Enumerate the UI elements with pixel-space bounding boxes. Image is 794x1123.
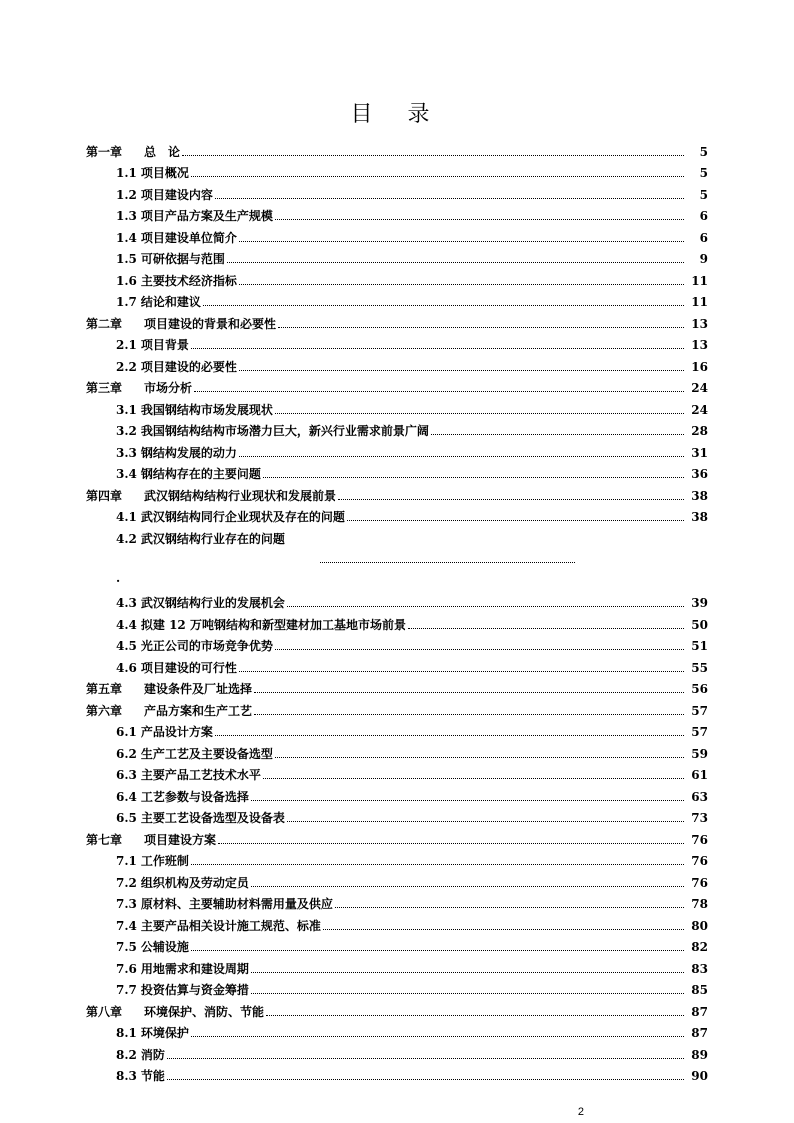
- dot-leader: [239, 456, 684, 457]
- toc-entry-label: 环境保护: [140, 1026, 189, 1040]
- dot-leader: [239, 284, 684, 285]
- toc-entry-page: 39: [691, 596, 708, 610]
- toc-entry-number: 第七章: [86, 832, 123, 847]
- toc-entry-label: 投资估算与资金筹措: [140, 983, 249, 997]
- dot-leader: .: [116, 570, 121, 585]
- toc-entry-label: 我国钢结构市场发展现状: [140, 402, 273, 417]
- toc-section-entry[interactable]: [86, 331, 708, 353]
- toc-entry-number: 7.2: [116, 875, 137, 890]
- toc-entry-label: 武汉钢结构行业的发展机会: [140, 596, 285, 610]
- toc-entry-label: 我国钢结构结构市场潜力巨大，新兴行业需求前景广阔: [140, 424, 429, 438]
- toc-section-entry[interactable]: [86, 782, 708, 804]
- toc-entry-label: 钢结构发展的动力: [140, 445, 237, 460]
- toc-entry-label: 原材料、主要辅助材料需用量及供应: [140, 897, 333, 911]
- toc-entry-number: 7.1: [116, 854, 137, 868]
- toc-entry-number: 4.5: [116, 639, 137, 653]
- dot-leader: [239, 370, 684, 371]
- dot-leader: [215, 198, 684, 199]
- toc-section-entry[interactable]: [86, 976, 708, 998]
- toc-entry-label: 项目建设的背景和必要性: [144, 316, 277, 331]
- toc-entry-label: 钢结构存在的主要问题: [140, 467, 261, 481]
- toc-entry-number: 6.4: [116, 789, 137, 804]
- toc-entry-label: 结论和建议: [140, 295, 201, 309]
- toc-section-entry[interactable]: [86, 352, 708, 374]
- toc-section-entry[interactable]: [86, 761, 708, 783]
- toc-entry-number: 1.4: [116, 230, 137, 245]
- toc-entry-label: 工作班制: [140, 854, 189, 868]
- toc-entry-number: 第六章: [86, 703, 123, 718]
- toc-entry-page: 57: [691, 725, 708, 739]
- toc-section-entry[interactable]: [86, 718, 708, 740]
- dot-leader: [239, 241, 684, 242]
- dot-leader: [191, 348, 684, 349]
- toc-entry-number: 2.2: [116, 359, 137, 374]
- toc-entry-page: 13: [691, 338, 708, 352]
- toc-section-entry[interactable]: [86, 954, 708, 976]
- toc-entry-label: 项目概况: [140, 166, 189, 180]
- dot-leader: [215, 735, 684, 736]
- dot-leader: [431, 434, 684, 435]
- toc-entry-page: 31: [691, 445, 708, 460]
- dot-leader: [251, 800, 684, 801]
- toc-section-entry[interactable]: [86, 1019, 708, 1041]
- dot-leader: [251, 993, 684, 994]
- toc-entry-label: 项目背景: [140, 338, 189, 352]
- dot-leader: [287, 821, 684, 822]
- toc-entry-page: 5: [699, 144, 708, 159]
- toc-entry-label: 武汉钢结构结构行业现状和发展前景: [144, 488, 337, 503]
- toc-section-entry[interactable]: [86, 245, 708, 267]
- toc-entry-label: 项目建设的可行性: [140, 660, 237, 675]
- toc-entry-label: 消防: [140, 1047, 165, 1062]
- toc-section-entry[interactable]: [86, 159, 708, 181]
- dot-leader: [251, 886, 684, 887]
- page-number: 2: [577, 1106, 584, 1118]
- toc-entry-page: 85: [691, 983, 708, 997]
- dot-leader: [335, 907, 684, 908]
- toc-entry-label: 环境保护、消防、节能: [144, 1004, 265, 1019]
- dot-leader: [287, 606, 684, 607]
- toc-chapter-entry[interactable]: [86, 997, 708, 1019]
- toc-entry-number: 3.3: [116, 445, 137, 460]
- toc-entry-label: 项目建设单位简介: [140, 230, 237, 245]
- toc-section-entry[interactable]: [86, 933, 708, 955]
- toc-section-entry[interactable]: [86, 1040, 708, 1062]
- toc-entry-number: 1.1: [116, 166, 137, 180]
- dot-leader: [275, 649, 684, 650]
- toc-entry-number: 4.4: [116, 617, 137, 632]
- toc-entry-page: 76: [691, 832, 708, 847]
- toc-entry-number: 第二章: [86, 316, 123, 331]
- toc-chapter-entry[interactable]: [86, 309, 708, 331]
- toc-entry-page: 11: [691, 295, 708, 309]
- toc-entry-number: 1.5: [116, 252, 137, 266]
- toc-entry-page: 9: [699, 252, 708, 266]
- toc-entry-label: 主要产品工艺技术水平: [140, 768, 261, 782]
- toc-section-entry[interactable]: [86, 890, 708, 912]
- dot-leader: [239, 671, 684, 672]
- toc-entry-number: 8.1: [116, 1026, 137, 1040]
- toc-entry-label: 项目建设方案: [144, 832, 217, 847]
- toc-entry-page: 11: [691, 273, 708, 288]
- dot-leader: [323, 929, 684, 930]
- toc-entry-number: 6.2: [116, 746, 137, 761]
- toc-chapter-entry[interactable]: [86, 137, 708, 159]
- toc-entry-number: 4.6: [116, 660, 137, 675]
- toc-entry-label: 项目建设的必要性: [140, 359, 237, 374]
- toc-entry-page: 73: [691, 811, 708, 825]
- dot-leader: [203, 305, 684, 306]
- dot-leader: [275, 219, 684, 220]
- toc-entry-number: 第八章: [86, 1004, 123, 1019]
- toc-entry-label: 工艺参数与设备选择: [140, 789, 249, 804]
- toc-section-entry[interactable]: [86, 223, 708, 245]
- toc-section-entry[interactable]: [86, 804, 708, 826]
- toc-entry-label: 主要产品相关设计施工规范、标准: [140, 918, 321, 933]
- toc-entry-page: 56: [691, 682, 708, 696]
- toc-section-entry[interactable]: [86, 632, 708, 654]
- toc-continuation-line: [86, 546, 708, 568]
- toc-section-entry[interactable]: [86, 202, 708, 224]
- toc-entry-label: 产品设计方案: [140, 725, 213, 739]
- toc-section-entry[interactable]: [86, 417, 708, 439]
- toc-entry-number: 3.1: [116, 402, 137, 417]
- toc-entry-label: 总 论: [144, 144, 181, 159]
- toc-section-entry[interactable]: [86, 395, 708, 417]
- dot-leader: [266, 1015, 684, 1016]
- toc-section-entry[interactable]: [86, 610, 708, 632]
- toc-entry-number: 6.5: [116, 811, 137, 825]
- dot-leader: [227, 262, 684, 263]
- dot-leader: [320, 561, 575, 563]
- toc-entry-page: 24: [691, 381, 708, 395]
- toc-title: 目 录: [350, 102, 444, 127]
- dot-leader: [191, 950, 684, 951]
- toc-entry-page: 59: [691, 746, 708, 761]
- dot-leader: [182, 155, 684, 156]
- toc-entry-page: 55: [691, 660, 708, 675]
- toc-entry-number: 4.1: [116, 510, 137, 524]
- toc-entry-page: 78: [691, 897, 708, 911]
- toc-entry-page: 87: [691, 1004, 708, 1019]
- toc-entry-page: 76: [691, 875, 708, 890]
- toc-continuation-line: [86, 567, 708, 589]
- toc-entry-page: 50: [691, 617, 708, 632]
- toc-entry-number: 1.7: [116, 295, 137, 309]
- dot-leader: [167, 1079, 684, 1080]
- toc-entry-label: 公辅设施: [140, 940, 189, 954]
- toc-entry-page: 63: [691, 789, 708, 804]
- toc-chapter-entry[interactable]: [86, 481, 708, 503]
- toc-entry-label: 项目建设内容: [140, 187, 213, 202]
- toc-entry-page: 16: [691, 359, 708, 374]
- toc-entry-label: 生产工艺及主要设备选型: [140, 746, 273, 761]
- toc-entry-page: 83: [691, 961, 708, 976]
- toc-entry-number: 1.3: [116, 209, 137, 223]
- toc-entry-number: 3.4: [116, 467, 137, 481]
- dot-leader: [408, 628, 684, 629]
- toc-entry-number: 4.2: [116, 531, 137, 546]
- toc-entry-page: 6: [699, 230, 708, 245]
- dot-leader: [191, 1036, 684, 1037]
- toc-section-entry[interactable]: [86, 524, 708, 546]
- toc-entry-number: 7.3: [116, 897, 137, 911]
- toc-entry-page: 38: [691, 510, 708, 524]
- toc-entry-page: 6: [699, 209, 708, 223]
- toc-section-entry[interactable]: [86, 911, 708, 933]
- toc-entry-page: 82: [691, 940, 708, 954]
- toc-entry-page: 76: [691, 854, 708, 868]
- toc-section-entry[interactable]: [86, 438, 708, 460]
- toc-entry-number: 6.1: [116, 725, 137, 739]
- dot-leader: [338, 499, 684, 500]
- toc-section-entry[interactable]: [86, 847, 708, 869]
- toc-entry-number: 6.3: [116, 768, 137, 782]
- toc-entry-page: 61: [691, 768, 708, 782]
- toc-entry-page: 36: [691, 467, 708, 481]
- dot-leader: [167, 1058, 684, 1059]
- dot-leader: [191, 176, 684, 177]
- toc-entry-number: 3.2: [116, 424, 137, 438]
- toc-entry-label: 可研依据与范围: [140, 252, 225, 266]
- dot-leader: [275, 413, 684, 414]
- dot-leader: [218, 843, 684, 844]
- toc-entry-page: 24: [691, 402, 708, 417]
- toc-entry-page: 28: [691, 424, 708, 438]
- toc-section-entry[interactable]: [86, 266, 708, 288]
- toc-entry-page: 90: [691, 1069, 708, 1083]
- toc-chapter-entry[interactable]: [86, 675, 708, 697]
- dot-leader: [254, 692, 684, 693]
- dot-leader: [263, 477, 684, 478]
- dot-leader: [251, 972, 684, 973]
- toc-entry-label: 组织机构及劳动定员: [140, 875, 249, 890]
- toc-section-entry[interactable]: [86, 868, 708, 890]
- toc-entry-number: 8.2: [116, 1047, 137, 1062]
- toc-entry-label: 项目产品方案及生产规模: [140, 209, 273, 223]
- dot-leader: [191, 864, 684, 865]
- toc-entry-number: 7.7: [116, 983, 137, 997]
- toc-chapter-entry[interactable]: [86, 825, 708, 847]
- dot-leader: [263, 778, 684, 779]
- toc-section-entry[interactable]: [86, 1062, 708, 1084]
- toc-entry-number: 1.6: [116, 273, 137, 288]
- toc-entry-label: 产品方案和生产工艺: [144, 703, 253, 718]
- dot-leader: [275, 757, 684, 758]
- toc-entry-number: 第三章: [86, 381, 123, 395]
- dot-leader: [194, 391, 684, 392]
- toc-entry-number: 7.4: [116, 918, 137, 933]
- toc-entry-page: 57: [691, 703, 708, 718]
- toc-section-entry[interactable]: [86, 288, 708, 310]
- table-of-contents: [86, 137, 708, 1083]
- toc-entry-label: 节能: [140, 1069, 165, 1083]
- toc-entry-number: 1.2: [116, 187, 137, 202]
- toc-section-entry[interactable]: [86, 653, 708, 675]
- toc-entry-number: 第五章: [86, 682, 123, 696]
- toc-entry-label: 市场分析: [144, 381, 193, 395]
- toc-entry-label: 建设条件及厂址选择: [144, 682, 253, 696]
- toc-entry-page: 13: [691, 316, 708, 331]
- toc-entry-page: 5: [699, 187, 708, 202]
- toc-chapter-entry[interactable]: [86, 696, 708, 718]
- toc-entry-page: 80: [691, 918, 708, 933]
- toc-entry-page: 38: [691, 488, 708, 503]
- toc-entry-page: 87: [691, 1026, 708, 1040]
- toc-entry-page: 5: [699, 166, 708, 180]
- toc-entry-number: 8.3: [116, 1069, 137, 1083]
- toc-entry-number: 7.5: [116, 940, 137, 954]
- toc-entry-label: 武汉钢结构同行企业现状及存在的问题: [140, 510, 345, 524]
- toc-entry-number: 第一章: [86, 144, 123, 159]
- toc-entry-label: 武汉钢结构行业存在的问题: [140, 531, 285, 546]
- toc-entry-number: 2.1: [116, 338, 137, 352]
- toc-entry-label: 主要技术经济指标: [140, 273, 237, 288]
- toc-entry-label: 拟建 12 万吨钢结构和新型建材加工基地市场前景: [140, 617, 406, 632]
- dot-leader: [347, 520, 684, 521]
- toc-entry-number: 7.6: [116, 961, 137, 976]
- dot-leader: [254, 714, 684, 715]
- toc-section-entry[interactable]: [86, 739, 708, 761]
- toc-entry-number: 第四章: [86, 488, 123, 503]
- toc-section-entry[interactable]: [86, 180, 708, 202]
- toc-entry-number: 4.3: [116, 596, 137, 610]
- dot-leader: [278, 327, 684, 328]
- toc-entry-label: 用地需求和建设周期: [140, 961, 249, 976]
- toc-entry-page: 51: [691, 639, 708, 653]
- toc-section-entry[interactable]: [86, 589, 708, 611]
- toc-section-entry[interactable]: [86, 460, 708, 482]
- toc-entry-label: 主要工艺设备选型及设备表: [140, 811, 285, 825]
- toc-section-entry[interactable]: [86, 503, 708, 525]
- toc-entry-label: 光正公司的市场竞争优势: [140, 639, 273, 653]
- toc-entry-page: 89: [691, 1047, 708, 1062]
- toc-chapter-entry[interactable]: [86, 374, 708, 396]
